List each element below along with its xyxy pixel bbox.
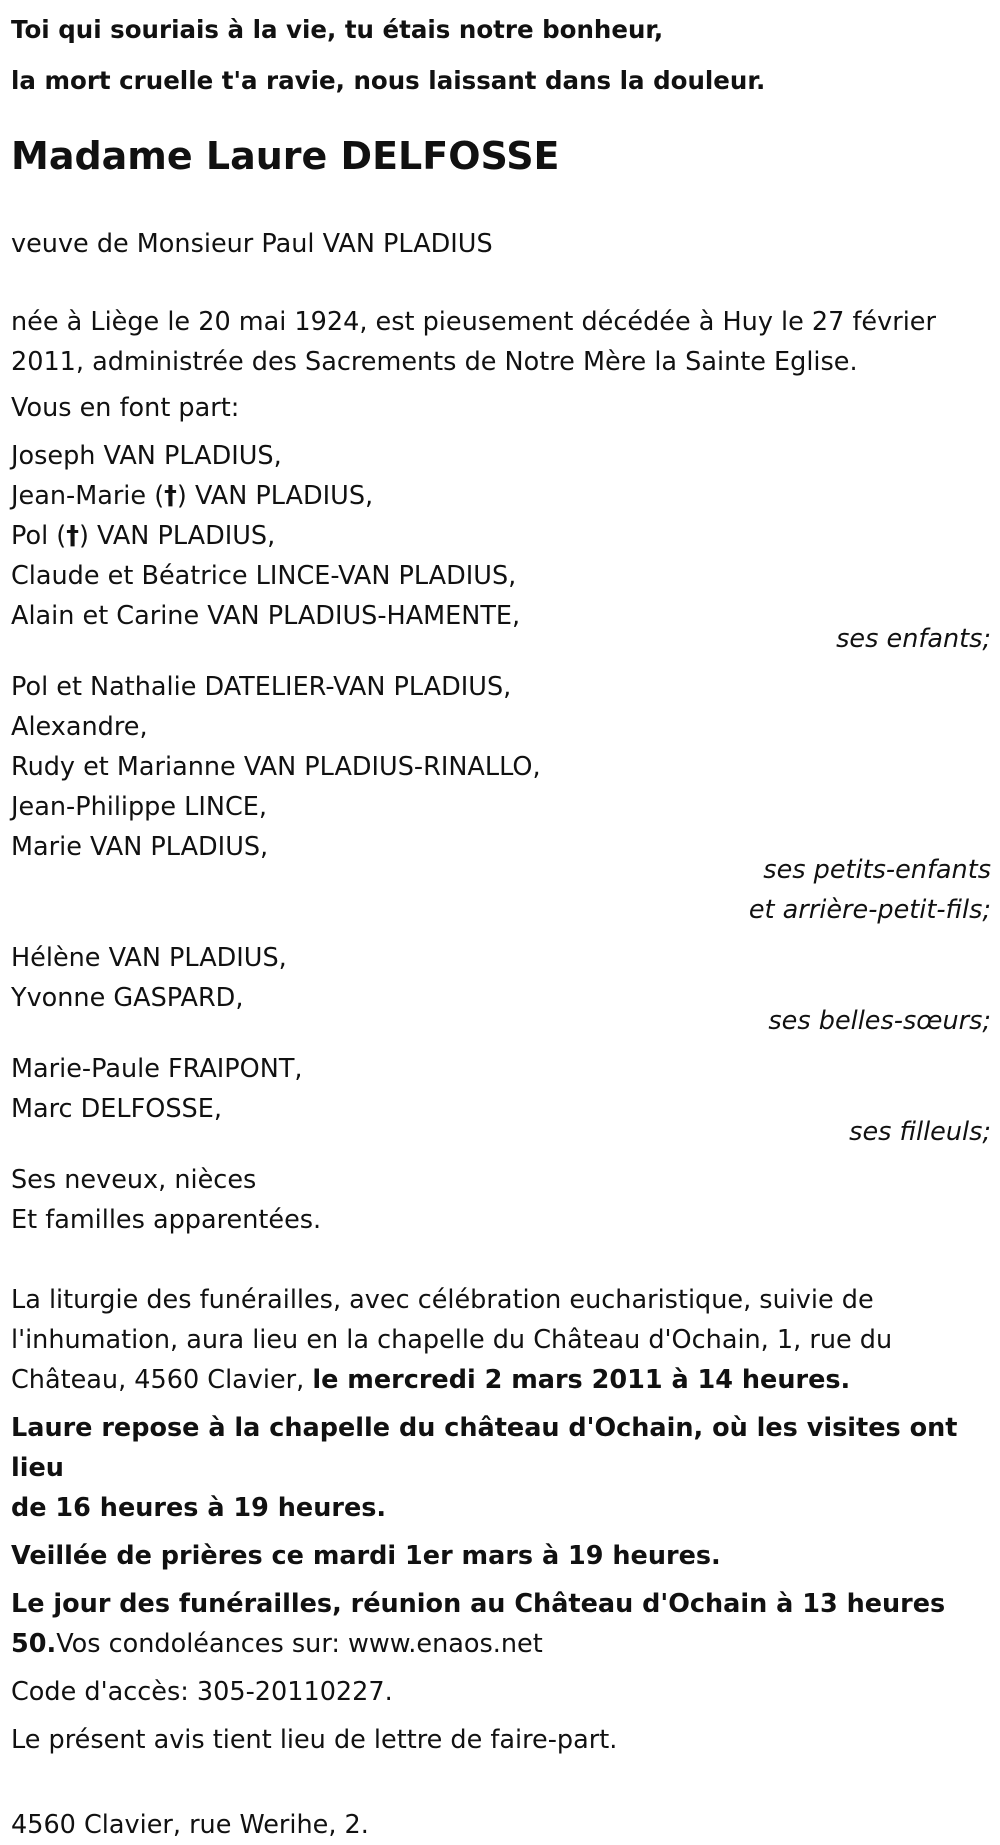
sister-in-law-2: Yvonne GASPARD, <box>11 983 244 1013</box>
child-1: Joseph VAN PLADIUS, <box>11 441 282 471</box>
role-godchildren: ses filleuls; <box>849 1117 991 1147</box>
notice: Le présent avis tient lieu de lettre de faire-part. <box>11 1725 618 1755</box>
address: 4560 Clavier, rue Werihe, 2. <box>11 1810 369 1840</box>
family-line-2: Et familles apparentées. <box>11 1205 322 1235</box>
condolences: Vos condoléances sur: www.enaos.net <box>56 1629 543 1659</box>
funeral-line-1: La liturgie des funérailles, avec célébration eucharistique, suivie de <box>11 1285 874 1315</box>
children-group <box>11 436 995 659</box>
grandchild-4: Jean-Philippe LINCE, <box>11 792 267 822</box>
birth-death-line-1: née à Liège le 20 mai 1924, est pieusement décédée à Huy le 27 février <box>11 307 936 337</box>
meeting-line-1: Le jour des funérailles, réunion au Château d'Ochain à 13 heures <box>11 1589 946 1619</box>
funeral-line-3 <box>11 1360 995 1400</box>
poem-line-1: Toi qui souriais à la vie, tu étais notre bonheur, <box>11 15 664 44</box>
child-2 <box>11 476 995 516</box>
godchild-1: Marie-Paule FRAIPONT, <box>11 1054 303 1084</box>
grandchild-2: Alexandre, <box>11 712 148 742</box>
birth-death-line-2: 2011, administrée des Sacrements de Notre Mère la Sainte Eglise. <box>11 347 858 377</box>
godchildren-group <box>11 1049 995 1152</box>
child-3-first: Pol ( <box>11 521 67 551</box>
sister-in-law-1: Hélène VAN PLADIUS, <box>11 943 287 973</box>
meeting-line-2 <box>11 1624 995 1664</box>
announcement: Vous en font part: <box>11 393 240 423</box>
child-5: Alain et Carine VAN PLADIUS-HAMENTE, <box>11 601 521 631</box>
birth-death-paragraph <box>11 302 995 382</box>
cross-icon: † <box>66 521 79 551</box>
vigil: Veillée de prières ce mardi 1er mars à 19 heures. <box>11 1541 721 1571</box>
visit-line-1: Laure repose à la chapelle du château d'Ochain, où les visites ont lieu <box>11 1413 958 1483</box>
child-2-last: ) VAN PLADIUS, <box>176 481 374 511</box>
role-children: ses enfants; <box>836 624 991 654</box>
child-3-last: ) VAN PLADIUS, <box>78 521 276 551</box>
cross-icon: † <box>164 481 177 511</box>
widow-of: veuve de Monsieur Paul VAN PLADIUS <box>11 229 493 259</box>
funeral-paragraph <box>11 1280 995 1400</box>
child-2-first: Jean-Marie ( <box>11 481 165 511</box>
funeral-date: le mercredi 2 mars 2011 à 14 heures. <box>312 1365 851 1395</box>
grandchildren-group <box>11 667 995 930</box>
child-3 <box>11 516 995 556</box>
grandchild-1: Pol et Nathalie DATELIER-VAN PLADIUS, <box>11 672 512 702</box>
deceased-name: Madame Laure DELFOSSE <box>11 134 560 178</box>
access-code: Code d'accès: 305-20110227. <box>11 1677 393 1707</box>
visit-line-2: de 16 heures à 19 heures. <box>11 1493 387 1523</box>
godchild-2: Marc DELFOSSE, <box>11 1094 222 1124</box>
meeting-paragraph <box>11 1584 995 1664</box>
poem-line-2: la mort cruelle t'a ravie, nous laissant dans la douleur. <box>11 66 766 95</box>
grandchild-5: Marie VAN PLADIUS, <box>11 832 269 862</box>
meeting-time: 50. <box>11 1629 57 1659</box>
role-sisters-in-law: ses belles-sœurs; <box>768 1006 991 1036</box>
role-grandchildren: ses petits-enfants <box>763 855 991 885</box>
sisters-in-law-group <box>11 938 995 1041</box>
child-4: Claude et Béatrice LINCE-VAN PLADIUS, <box>11 561 517 591</box>
funeral-line-2: l'inhumation, aura lieu en la chapelle du Château d'Ochain, 1, rue du <box>11 1325 893 1355</box>
visit-paragraph <box>11 1408 995 1528</box>
family-line-1: Ses neveux, nièces <box>11 1165 257 1195</box>
grandchild-3: Rudy et Marianne VAN PLADIUS-RINALLO, <box>11 752 541 782</box>
funeral-location: Château, 4560 Clavier, <box>11 1365 313 1395</box>
family-group <box>11 1160 995 1240</box>
role-great-grandson: et arrière-petit-fils; <box>748 895 991 925</box>
